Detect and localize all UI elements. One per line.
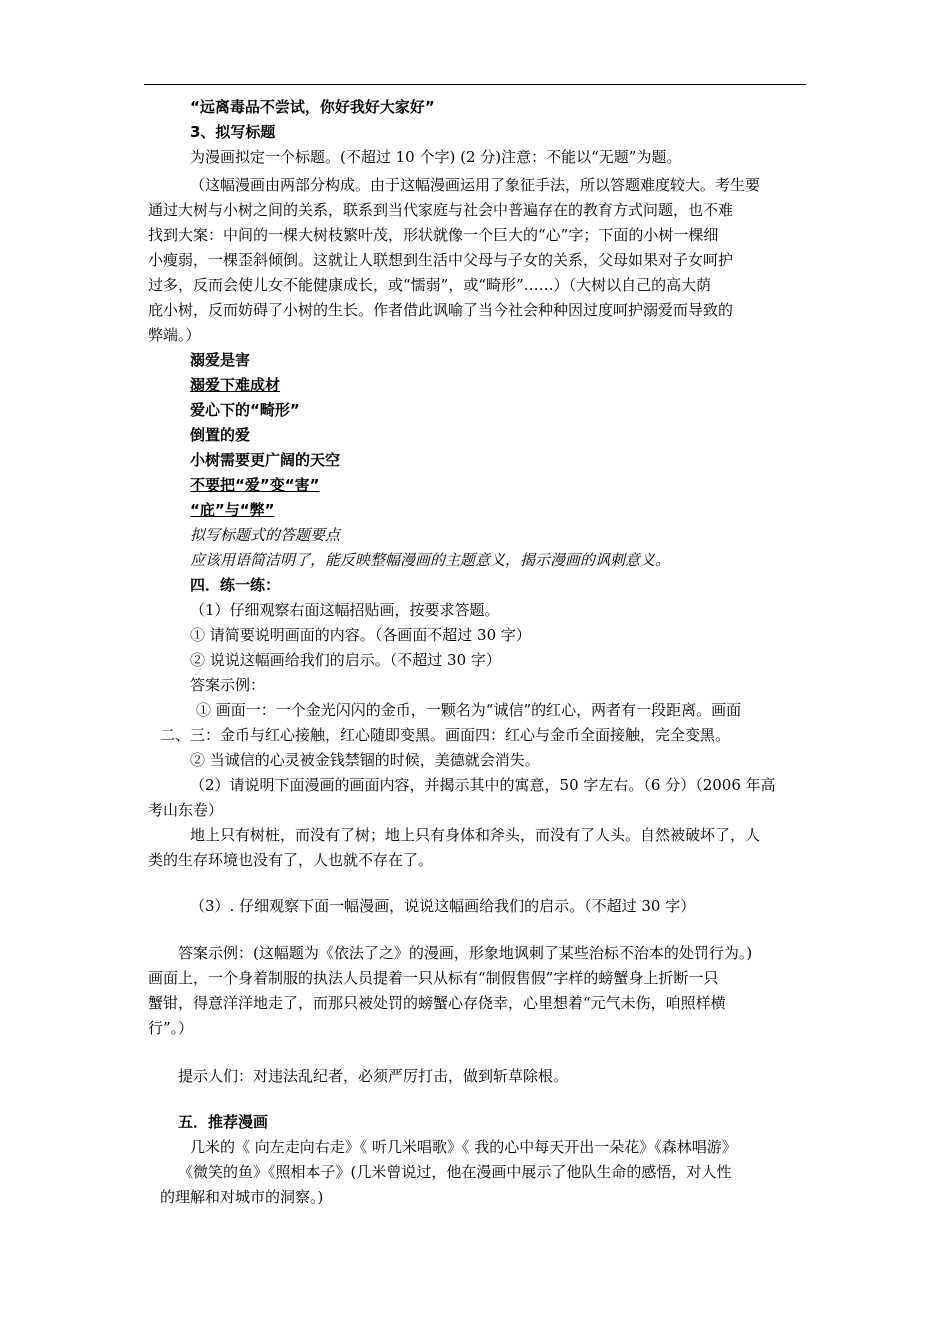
answer-1: ① 画面一：一个金光闪闪的金币，一颗名为“诚信”的红心，两者有一段距离。画面 (196, 701, 742, 719)
tips-text: 应该用语简洁明了，能反映整幅漫画的主题意义，揭示漫画的讽刺意义。 (190, 551, 671, 569)
analysis-line: 弊端。） (148, 326, 201, 344)
title-example: 溺爱是害 (190, 351, 251, 369)
title-example: 不要把“爱”变“害” (190, 476, 320, 494)
title-example: 溺爱下难成材 (190, 376, 281, 394)
analysis-line: 找到大案：中间的一棵大树枝繁叶茂，形状就像一个巨大的“心”字；下面的小树一棵细 (148, 226, 719, 244)
question-2-answer-cont: 类的生存环境也没有了，人也就不存在了。 (148, 851, 434, 869)
analysis-line: 过多，反而会使儿女不能健康成长，或“懦弱”，或“畸形”……）（大树以自己的高大荫 (148, 276, 712, 294)
title-example: 小树需要更广阔的天空 (190, 451, 341, 469)
slogan: “远离毒品不尝试，你好我好大家好” (190, 98, 435, 116)
question-3-answer-cont: 蟹钳，得意洋洋地走了，而那只被处罚的螃蟹心存侥幸，心里想着“元气未伤，咱照样横 (148, 994, 726, 1012)
analysis-line: 通过大树与小树之间的关系，联系到当代家庭与社会中普遍存在的教育方式问题，也不难 (148, 201, 734, 219)
recommend-line: 几米的《 向左走向右走》《 听几米唱歌》《 我的心中每天开出一朵花》《森林唱游》 (190, 1138, 737, 1156)
answer-label: 答案示例： (190, 676, 266, 694)
question-1: （1）仔细观察右面这幅招贴画，按要求答题。 (190, 601, 500, 619)
section4-heading: 四．练一练： (190, 576, 281, 594)
title-example: 倒置的爱 (190, 426, 251, 444)
title-example: 爱心下的“畸形” (190, 401, 300, 419)
question-1a: ① 请简要说明画面的内容。（各画面不超过 30 字） (190, 626, 531, 644)
question-3-answer-cont: 行”。） (148, 1019, 194, 1037)
question-1b: ② 说说这幅画给我们的启示。（不超过 30 字） (190, 651, 501, 669)
question-3-hint: 提示人们：对违法乱纪者，必须严厉打击，做到斩草除根。 (178, 1067, 569, 1085)
question-2-cont: 考山东卷） (148, 801, 224, 819)
section5-heading: 五．推荐漫画 (178, 1113, 269, 1131)
answer-1-cont: 二、三：金币与红心接触，红心随即变黑。画面四：红心与金币全面接触，完全变黑。 (160, 726, 731, 744)
title-example: “庇”与“弊” (190, 501, 275, 519)
analysis-line: （这幅漫画由两部分构成。由于这幅漫画运用了象征手法，所以答题难度较大。考生要 (190, 176, 761, 194)
question-2-answer: 地上只有树桩，而没有了树；地上只有身体和斧头，而没有了人头。自然被破坏了，人 (190, 826, 761, 844)
analysis-line: 庇小树，反而妨碍了小树的生长。作者借此讽喻了当今社会种种因过度呵护溺爱而导致的 (148, 301, 734, 319)
header-rule (144, 84, 806, 85)
answer-2: ② 当诚信的心灵被金钱禁锢的时候，美德就会消失。 (190, 751, 540, 769)
question-3-answer: 答案示例：(这幅题为《依法了之》的漫画，形象地讽刺了某些治标不治本的处罚行为。) (178, 944, 753, 962)
recommend-line: 的理解和对城市的洞察。) (160, 1188, 324, 1206)
recommend-line: 《微笑的鱼》《照相本子》(几米曾说过，他在漫画中展示了他队生命的感悟，对人性 (178, 1163, 732, 1181)
section3-prompt: 为漫画拟定一个标题。(不超过 10 个字) (2 分)注意：不能以“无题”为题。 (190, 148, 682, 166)
question-2: （2）请说明下面漫画的画面内容，并揭示其中的寓意，50 字左右。（6 分）（2006 年高 (190, 776, 776, 794)
question-3: （3）. 仔细观察下面一幅漫画，说说这幅画给我们的启示。（不超过 30 字） (190, 897, 696, 915)
question-3-answer-cont: 画面上，一个身着制服的执法人员提着一只从标有“制假售假”字样的螃蟹身上折断一只 (148, 969, 719, 987)
section3-heading: 3、拟写标题 (190, 123, 276, 141)
analysis-line: 小瘦弱，一棵歪斜倾倒。这就让人联想到生活中父母与子女的关系，父母如果对子女呵护 (148, 251, 734, 269)
tips-title: 拟写标题式的答题要点 (190, 526, 341, 544)
